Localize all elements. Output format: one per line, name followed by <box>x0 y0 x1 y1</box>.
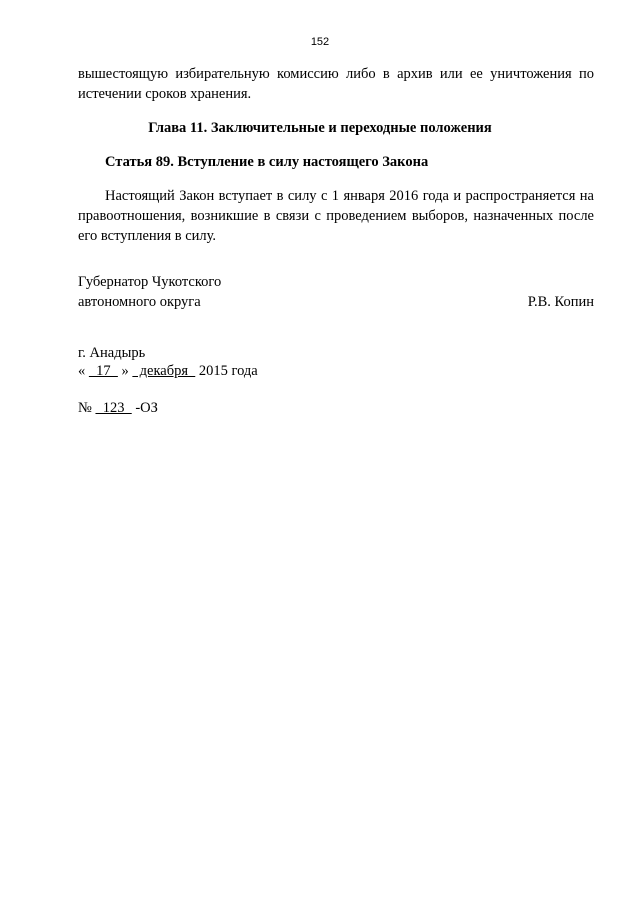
date-day: 17 <box>88 363 118 379</box>
signature-row <box>78 292 594 312</box>
law-number <box>78 398 158 418</box>
signature-block <box>78 272 594 312</box>
signature-position-line2: автономного округа <box>78 294 201 310</box>
date-month: декабря <box>132 363 196 379</box>
article-heading: Статья 89. Вступление в силу настоящего Закона <box>105 154 429 170</box>
place-of-signing: г. Анадырь <box>78 345 146 361</box>
signing-date <box>78 361 258 381</box>
page-number: 152 <box>310 36 330 48</box>
law-number-prefix: № <box>78 400 92 416</box>
article-text: Настоящий Закон вступает в силу с 1 января 2016 года и распространяется на правоотношения, возникшие в связи с проведением выборов, назначенных после его вступления в силу. <box>78 188 594 244</box>
signature-position-line1: Губернатор Чукотского <box>78 274 222 290</box>
date-close-quote: » <box>121 363 129 379</box>
law-number-value: 123 <box>95 400 132 416</box>
chapter-heading: Глава 11. Заключительные и переходные положения <box>148 120 492 136</box>
law-number-suffix: -ОЗ <box>135 400 158 416</box>
signatory-name: Р.В. Копин <box>527 294 594 310</box>
intro-paragraph: вышестоящую избирательную комиссию либо в архив или ее уничтожения по истечении сроков хранения. <box>78 66 594 102</box>
date-open-quote: « <box>78 363 86 379</box>
date-year: 2015 года <box>198 363 258 379</box>
